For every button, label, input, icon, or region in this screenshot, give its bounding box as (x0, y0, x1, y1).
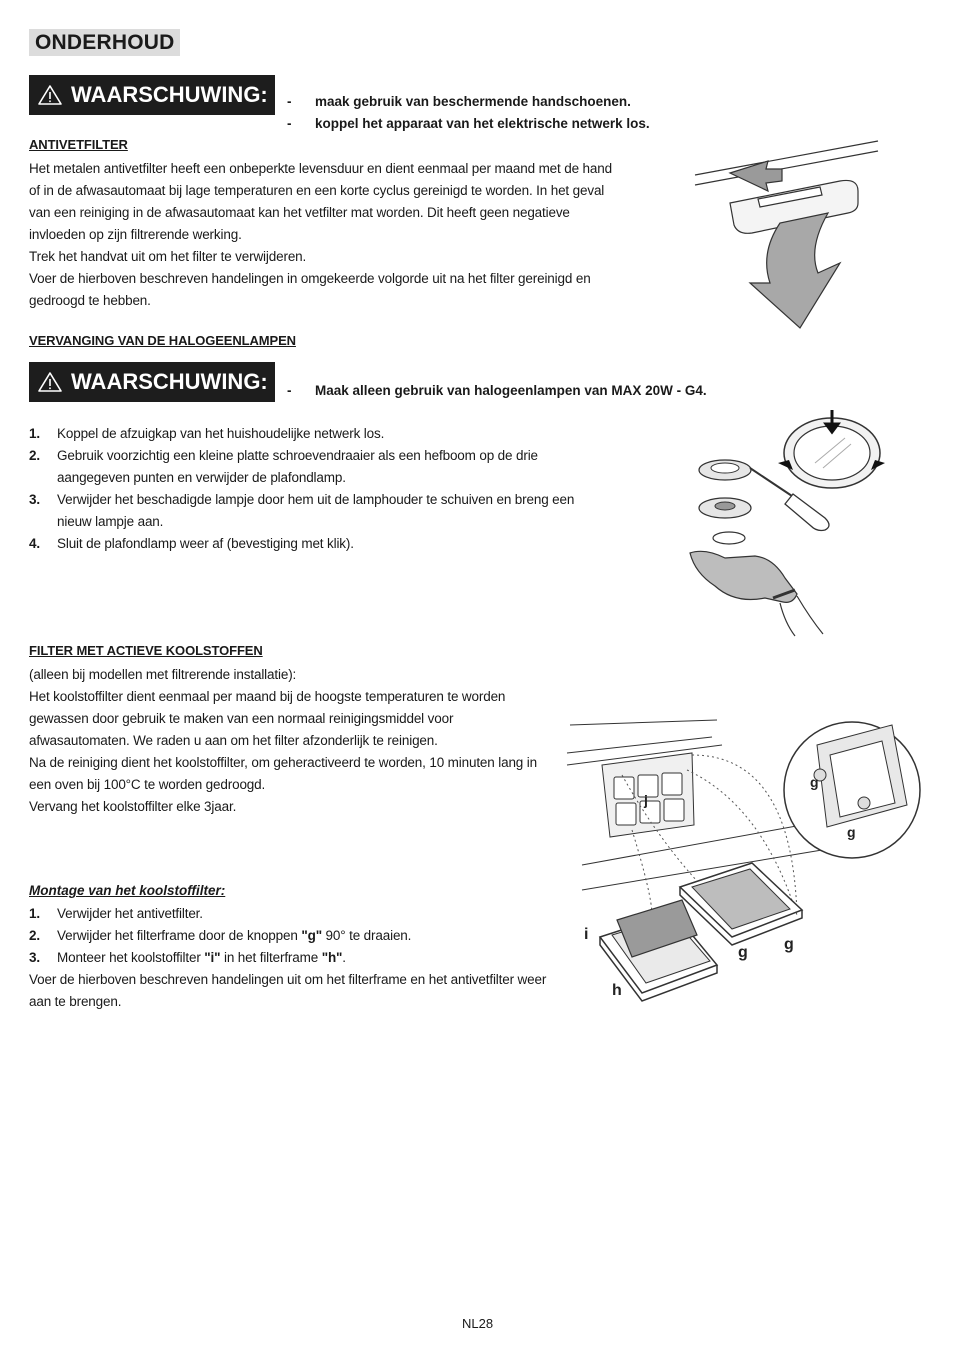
list-item (29, 445, 609, 489)
step-text-part: Verwijder het antivetfilter. (57, 906, 203, 921)
label-i: i (584, 926, 589, 943)
dash: - (287, 116, 292, 131)
label-h: h (612, 982, 622, 999)
step-text: Gebruik voorzichtig een kleine platte schroevendraaier als een hefboom op de drie aangegeven punten en verwijder de plafondlamp. (57, 448, 538, 485)
list-item (29, 947, 559, 969)
halogen-lamp-illustration (685, 408, 895, 638)
step-number: 1. (29, 906, 40, 921)
step-text-part: Verwijder het filterframe door de knoppen (57, 928, 302, 943)
key-label: "g" (301, 928, 322, 943)
warning-item: Maak alleen gebruik van halogeenlampen van MAX 20W - G4. (315, 383, 707, 398)
list-item (29, 903, 559, 925)
label-g: g (784, 936, 794, 953)
montage-steps (29, 903, 559, 969)
step-text (57, 903, 203, 925)
section-title: ONDERHOUD (29, 29, 180, 56)
paragraph: (alleen bij modellen met filtrerende installatie): (29, 667, 297, 682)
step-text-part: in het filterframe (220, 950, 322, 965)
step-text (57, 925, 411, 947)
list-item (29, 925, 559, 947)
step-number: 1. (29, 426, 40, 441)
step-text: Koppel de afzuigkap van het huishoudelijke netwerk los. (57, 426, 385, 441)
heading-antivetfilter: ANTIVETFILTER (29, 137, 128, 152)
list-item (29, 423, 609, 445)
step-text: Sluit de plafondlamp weer af (bevestiging met klik). (57, 536, 354, 551)
warning-label: WAARSCHUWING: (71, 369, 268, 394)
warning-items (287, 380, 707, 402)
step-number: 3. (29, 492, 40, 507)
step-text (57, 947, 346, 969)
label-j: j (644, 792, 648, 808)
filter-removal-illustration (690, 133, 890, 333)
dash: - (287, 383, 292, 398)
warning-box (29, 362, 275, 402)
carbon-filter-illustration (562, 715, 927, 1010)
list-item (29, 533, 609, 555)
dash: - (287, 94, 292, 109)
step-number: 3. (29, 950, 40, 965)
koolstof-text (29, 664, 557, 818)
closing-text: Voer de hierboven beschreven handelingen uit om het filterframe en het antivetfilter weer aan te brengen. (29, 972, 547, 1009)
key-label: "h" (321, 950, 343, 965)
paragraph: Voer de hierboven beschreven handelingen in omgekeerde volgorde uit na het filter gereinigd en gedroogd te hebben. (29, 271, 591, 308)
step-text-part: . (342, 950, 346, 965)
warning-triangle-icon (37, 371, 63, 393)
step-number: 2. (29, 448, 40, 463)
label-g: g (847, 824, 856, 840)
warning-item: koppel het apparaat van het elektrische netwerk los. (315, 116, 650, 131)
warning-items (287, 91, 650, 135)
paragraph: Het metalen antivetfilter heeft een onbeperkte levensduur en dient eenmaal per maand met de hand of in de afwasautomaat bij lage temperaturen en een korte cyclus gereinigd te worden. In het geval van een reiniging in de afwasautomaat kan het vetfilter mat worden. Dit heeft geen negatieve invloeden op zijn filtrerende werking. (29, 161, 612, 242)
heading-halogeen: VERVANGING VAN DE HALOGEENLAMPEN (29, 333, 296, 348)
paragraph: Het koolstoffilter dient eenmaal per maand bij de hoogste temperaturen te worden gewassen door gebruik te maken van een normaal reinigingsmiddel voor afwasautomaten. We raden u aan om het filter afzonderlijk te reinigen. (29, 689, 506, 748)
antivetfilter-text (29, 158, 625, 312)
paragraph: Trek het handvat uit om het filter te verwijderen. (29, 249, 307, 264)
list-item (29, 489, 609, 533)
heading-koolstof: FILTER MET ACTIEVE KOOLSTOFFEN (29, 643, 263, 658)
warning-triangle-icon (37, 84, 63, 106)
paragraph: Vervang het koolstoffilter elke 3jaar. (29, 799, 237, 814)
paragraph: Na de reiniging dient het koolstoffilter, om geheractiveerd te worden, 10 minuten lang in een oven bij 100°C te worden gedroogd. (29, 755, 537, 792)
page-number: NL28 (462, 1316, 494, 1331)
step-text-part: Monteer het koolstoffilter (57, 950, 205, 965)
step-number: 4. (29, 536, 40, 551)
warning-label: WAARSCHUWING: (71, 82, 268, 107)
halogeen-steps (29, 423, 609, 555)
warning-box (29, 75, 275, 115)
montage-title: Montage van het koolstoffilter: (29, 883, 226, 898)
step-number: 2. (29, 928, 40, 943)
label-g: g (810, 774, 819, 790)
warning-item: maak gebruik van beschermende handschoenen. (315, 94, 631, 109)
step-text-part: 90° te draaien. (321, 928, 412, 943)
key-label: "i" (204, 950, 221, 965)
label-g: g (738, 944, 748, 961)
step-text: Verwijder het beschadigde lampje door hem uit de lamphouder te schuiven en breng een nieuw lampje aan. (57, 492, 575, 529)
